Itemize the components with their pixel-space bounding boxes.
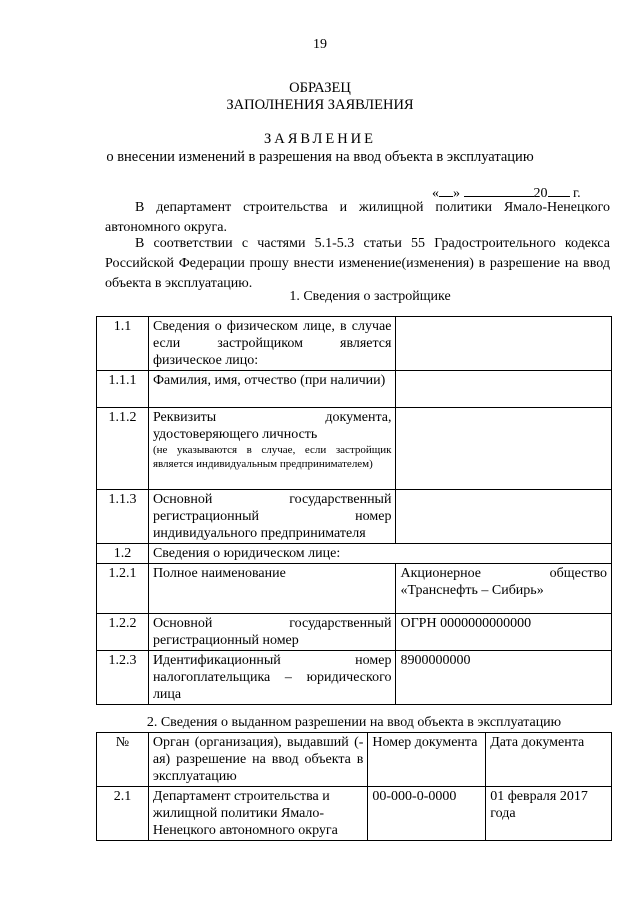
row-number: 1.2.2 bbox=[97, 614, 149, 651]
row-number: 1.2.3 bbox=[97, 651, 149, 705]
date-close-quote: » bbox=[453, 186, 460, 201]
date-open-quote: « bbox=[432, 186, 439, 201]
document-subtitle: о внесении изменений в разрешения на ввод объекта в эксплуатацию bbox=[106, 149, 534, 165]
header-doc-number: Номер документа bbox=[368, 733, 486, 787]
table-row bbox=[97, 614, 612, 651]
date-year-suffix: г. bbox=[573, 186, 581, 201]
row-number: 1.2.1 bbox=[97, 564, 149, 614]
section2-title: 2. Сведения о выданном разрешении на ввод объекта в эксплуатацию bbox=[146, 715, 562, 730]
row-doc-number: 00-000-0-0000 bbox=[368, 787, 486, 841]
table-row bbox=[97, 564, 612, 614]
row-label: Сведения о юридическом лице: bbox=[148, 544, 611, 564]
row-value bbox=[396, 490, 612, 544]
header-doc-date: Дата документа bbox=[486, 733, 612, 787]
header-number: № bbox=[97, 733, 149, 787]
row-note: (не указываются в случае, если застройщик является индивидуальным предпринимателем) bbox=[152, 444, 392, 470]
year-blank bbox=[548, 182, 570, 197]
paragraph-addressee: В департамент строительства и жилищной политики Ямало-Ненецкого автономного округа. bbox=[105, 200, 610, 235]
row-label: Сведения о физическом лице, в случае если застройщиком является физическое лицо: bbox=[148, 317, 396, 371]
header-title: ОБРАЗЕЦ bbox=[289, 80, 351, 96]
row-value: 8900000000 bbox=[396, 651, 612, 705]
table-header-row bbox=[97, 733, 612, 787]
day-blank bbox=[439, 182, 453, 197]
section1-table bbox=[96, 316, 612, 705]
header-organ: Орган (организация), выдавший (-ая) разрешение на ввод объекта в эксплуатацию bbox=[148, 733, 368, 787]
row-organ: Департамент строительства и жилищной политики Ямало-Ненецкого автономного округа bbox=[148, 787, 368, 841]
row-number: 1.1.1 bbox=[97, 371, 149, 408]
row-doc-date: 01 февраля 2017 года bbox=[486, 787, 612, 841]
row-number: 1.1.3 bbox=[97, 490, 149, 544]
section2-table bbox=[96, 732, 612, 841]
row-value bbox=[396, 408, 612, 490]
row-number: 1.1.2 bbox=[97, 408, 149, 490]
row-label: Основной государственный регистрационный номер индивидуального предпринимателя bbox=[148, 490, 396, 544]
table-row bbox=[97, 787, 612, 841]
section1-title: 1. Сведения о застройщике bbox=[289, 289, 451, 304]
row-value bbox=[396, 371, 612, 408]
row-label: Фамилия, имя, отчество (при наличии) bbox=[148, 371, 396, 408]
row-label: Идентификационный номер налогоплательщика – юридического лица bbox=[148, 651, 396, 705]
date-year-prefix: 20 bbox=[533, 186, 548, 201]
row-value: ОГРН 0000000000000 bbox=[396, 614, 612, 651]
row-label: Основной государственный регистрационный номер bbox=[148, 614, 396, 651]
table-row bbox=[97, 371, 612, 408]
table-row bbox=[97, 490, 612, 544]
row-label: Реквизиты документа, удостоверяющего личность bbox=[152, 410, 392, 442]
row-number: 1.1 bbox=[97, 317, 149, 371]
row-value bbox=[396, 317, 612, 371]
header-subtitle: ЗАПОЛНЕНИЯ ЗАЯВЛЕНИЯ bbox=[226, 97, 414, 113]
page-number: 19 bbox=[313, 37, 327, 52]
table-row bbox=[97, 408, 612, 490]
row-number: 2.1 bbox=[97, 787, 149, 841]
row-value: Акционерное общество «Транснефть – Сибирь» bbox=[396, 564, 612, 614]
month-blank bbox=[464, 182, 534, 197]
row-label: Полное наименование bbox=[148, 564, 396, 614]
document-title: ЗАЯВЛЕНИЕ bbox=[263, 131, 377, 147]
row-label-cell bbox=[148, 408, 396, 490]
table-row bbox=[97, 544, 612, 564]
paragraph-request: В соответствии с частями 5.1-5.3 статьи 55 Градостроительного кодекса Российской Федерации прошу внести изменение(изменения) в разрешение на ввод объекта в эксплуатацию. bbox=[105, 236, 610, 291]
row-number: 1.2 bbox=[97, 544, 149, 564]
table-row bbox=[97, 651, 612, 705]
table-row bbox=[97, 317, 612, 371]
